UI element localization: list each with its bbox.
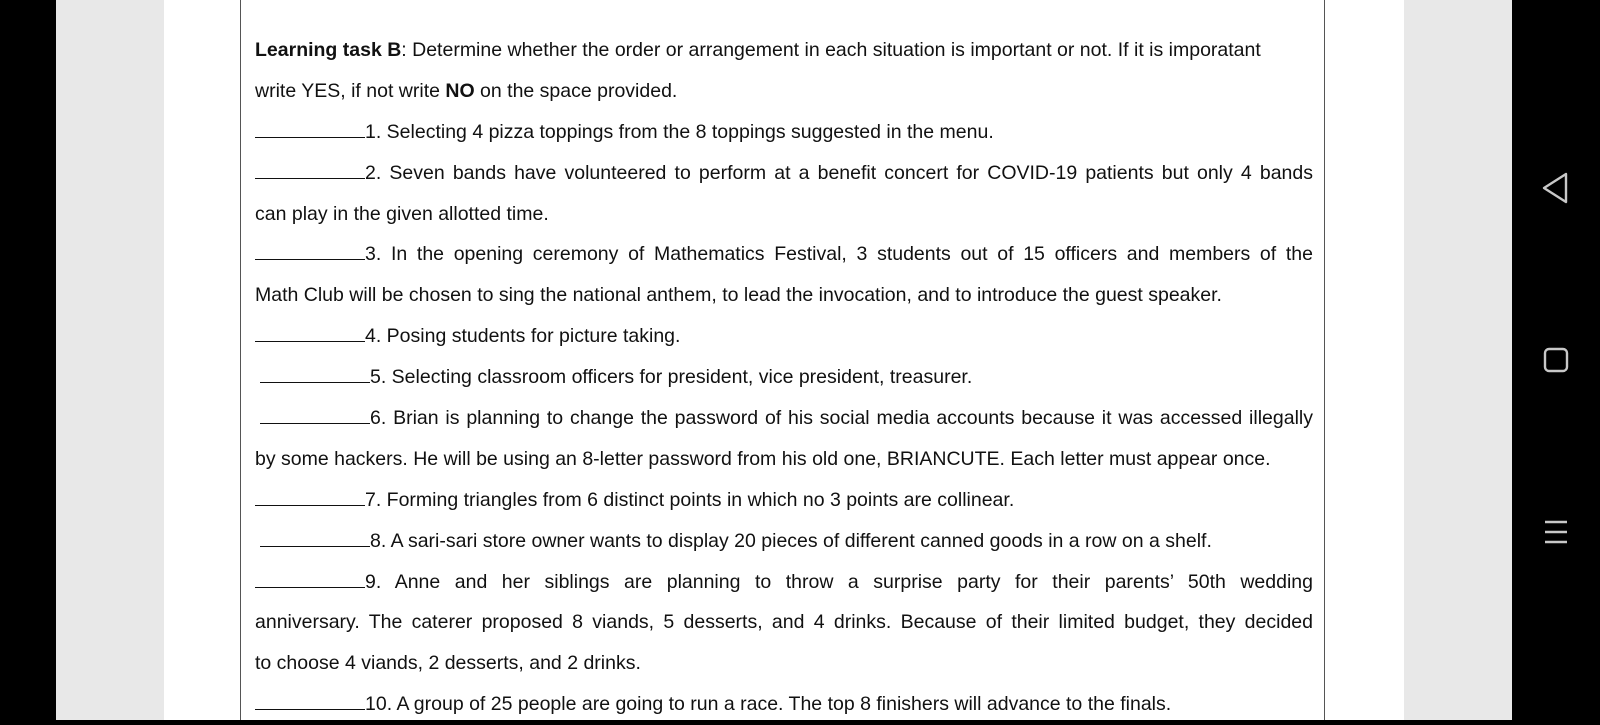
answer-blank[interactable] <box>260 528 370 547</box>
item-9-cont2 <box>255 643 1313 684</box>
document-text <box>255 30 1313 725</box>
item-text: can play in the given allotted time. <box>255 202 549 225</box>
answer-blank[interactable] <box>255 487 365 506</box>
recents-lines-icon[interactable] <box>1534 510 1578 554</box>
item-2-cont <box>255 194 1313 235</box>
answer-blank[interactable] <box>255 160 365 179</box>
page-border-left <box>240 0 241 720</box>
page-border-right <box>1324 0 1325 720</box>
item-3 <box>255 234 1313 275</box>
answer-blank[interactable] <box>255 323 365 342</box>
document-page[interactable] <box>164 0 1404 720</box>
item-6 <box>255 398 1313 439</box>
item-text: to choose 4 viands, 2 desserts, and 2 drinks. <box>255 652 641 675</box>
answer-blank[interactable] <box>255 691 365 710</box>
home-square-icon[interactable] <box>1534 338 1578 382</box>
item-9 <box>255 562 1313 603</box>
item-text: anniversary. The caterer proposed 8 viands, 5 desserts, and 4 drinks. Because of their limited budget, they decided <box>255 611 1313 634</box>
item-text: 7. Forming triangles from 6 distinct points in which no 3 points are collinear. <box>365 488 1015 511</box>
system-navigation-bar <box>1512 0 1600 720</box>
item-5 <box>255 357 1313 398</box>
intro-line-2: write YES, if not write NO on the space provided. <box>255 79 678 102</box>
answer-blank[interactable] <box>260 405 370 424</box>
item-text: 10. A group of 25 people are going to run a race. The top 8 finishers will advance to the finals. <box>365 693 1172 716</box>
document-viewer[interactable] <box>56 0 1512 720</box>
item-4 <box>255 316 1313 357</box>
item-text: 4. Posing students for picture taking. <box>365 325 681 348</box>
answer-blank[interactable] <box>260 364 370 383</box>
answer-blank[interactable] <box>255 119 365 138</box>
item-text: 5. Selecting classroom officers for president, vice president, treasurer. <box>370 366 973 389</box>
item-text: 2. Seven bands have volunteered to perform at a benefit concert for COVID-19 patients but only 4 bands <box>365 161 1313 184</box>
item-8 <box>255 521 1313 562</box>
item-text: Math Club will be chosen to sing the national anthem, to lead the invocation, and to introduce the guest speaker. <box>255 284 1222 307</box>
instructions-text: : Determine whether the order or arrangement in each situation is important or not. If it is imporatant <box>401 39 1261 61</box>
item-9-cont <box>255 602 1313 643</box>
answer-blank[interactable] <box>255 569 365 588</box>
item-text: 3. In the opening ceremony of Mathematics Festival, 3 students out of 15 officers and members of the <box>365 243 1313 266</box>
item-10 <box>255 684 1313 725</box>
item-1 <box>255 112 1313 153</box>
item-text: 8. A sari-sari store owner wants to display 20 pieces of different canned goods in a row on a shelf. <box>370 529 1212 552</box>
item-text: 9. Anne and her siblings are planning to throw a surprise party for their parents’ 50th wedding <box>365 570 1313 593</box>
answer-blank[interactable] <box>255 241 365 260</box>
item-6-cont <box>255 439 1313 480</box>
item-3-cont <box>255 275 1313 316</box>
item-2 <box>255 153 1313 194</box>
task-title: Learning task B <box>255 39 402 61</box>
item-7 <box>255 480 1313 521</box>
back-triangle-icon[interactable] <box>1534 166 1578 210</box>
intro-line-1 <box>255 30 1313 71</box>
item-text: by some hackers. He will be using an 8-letter password from his old one, BRIANCUTE. Each letter must appear once. <box>255 447 1271 470</box>
item-text: 6. Brian is planning to change the password of his social media accounts because it was accessed illegally <box>370 407 1313 430</box>
item-text: 1. Selecting 4 pizza toppings from the 8 toppings suggested in the menu. <box>365 120 994 143</box>
no-keyword: NO <box>445 79 475 102</box>
